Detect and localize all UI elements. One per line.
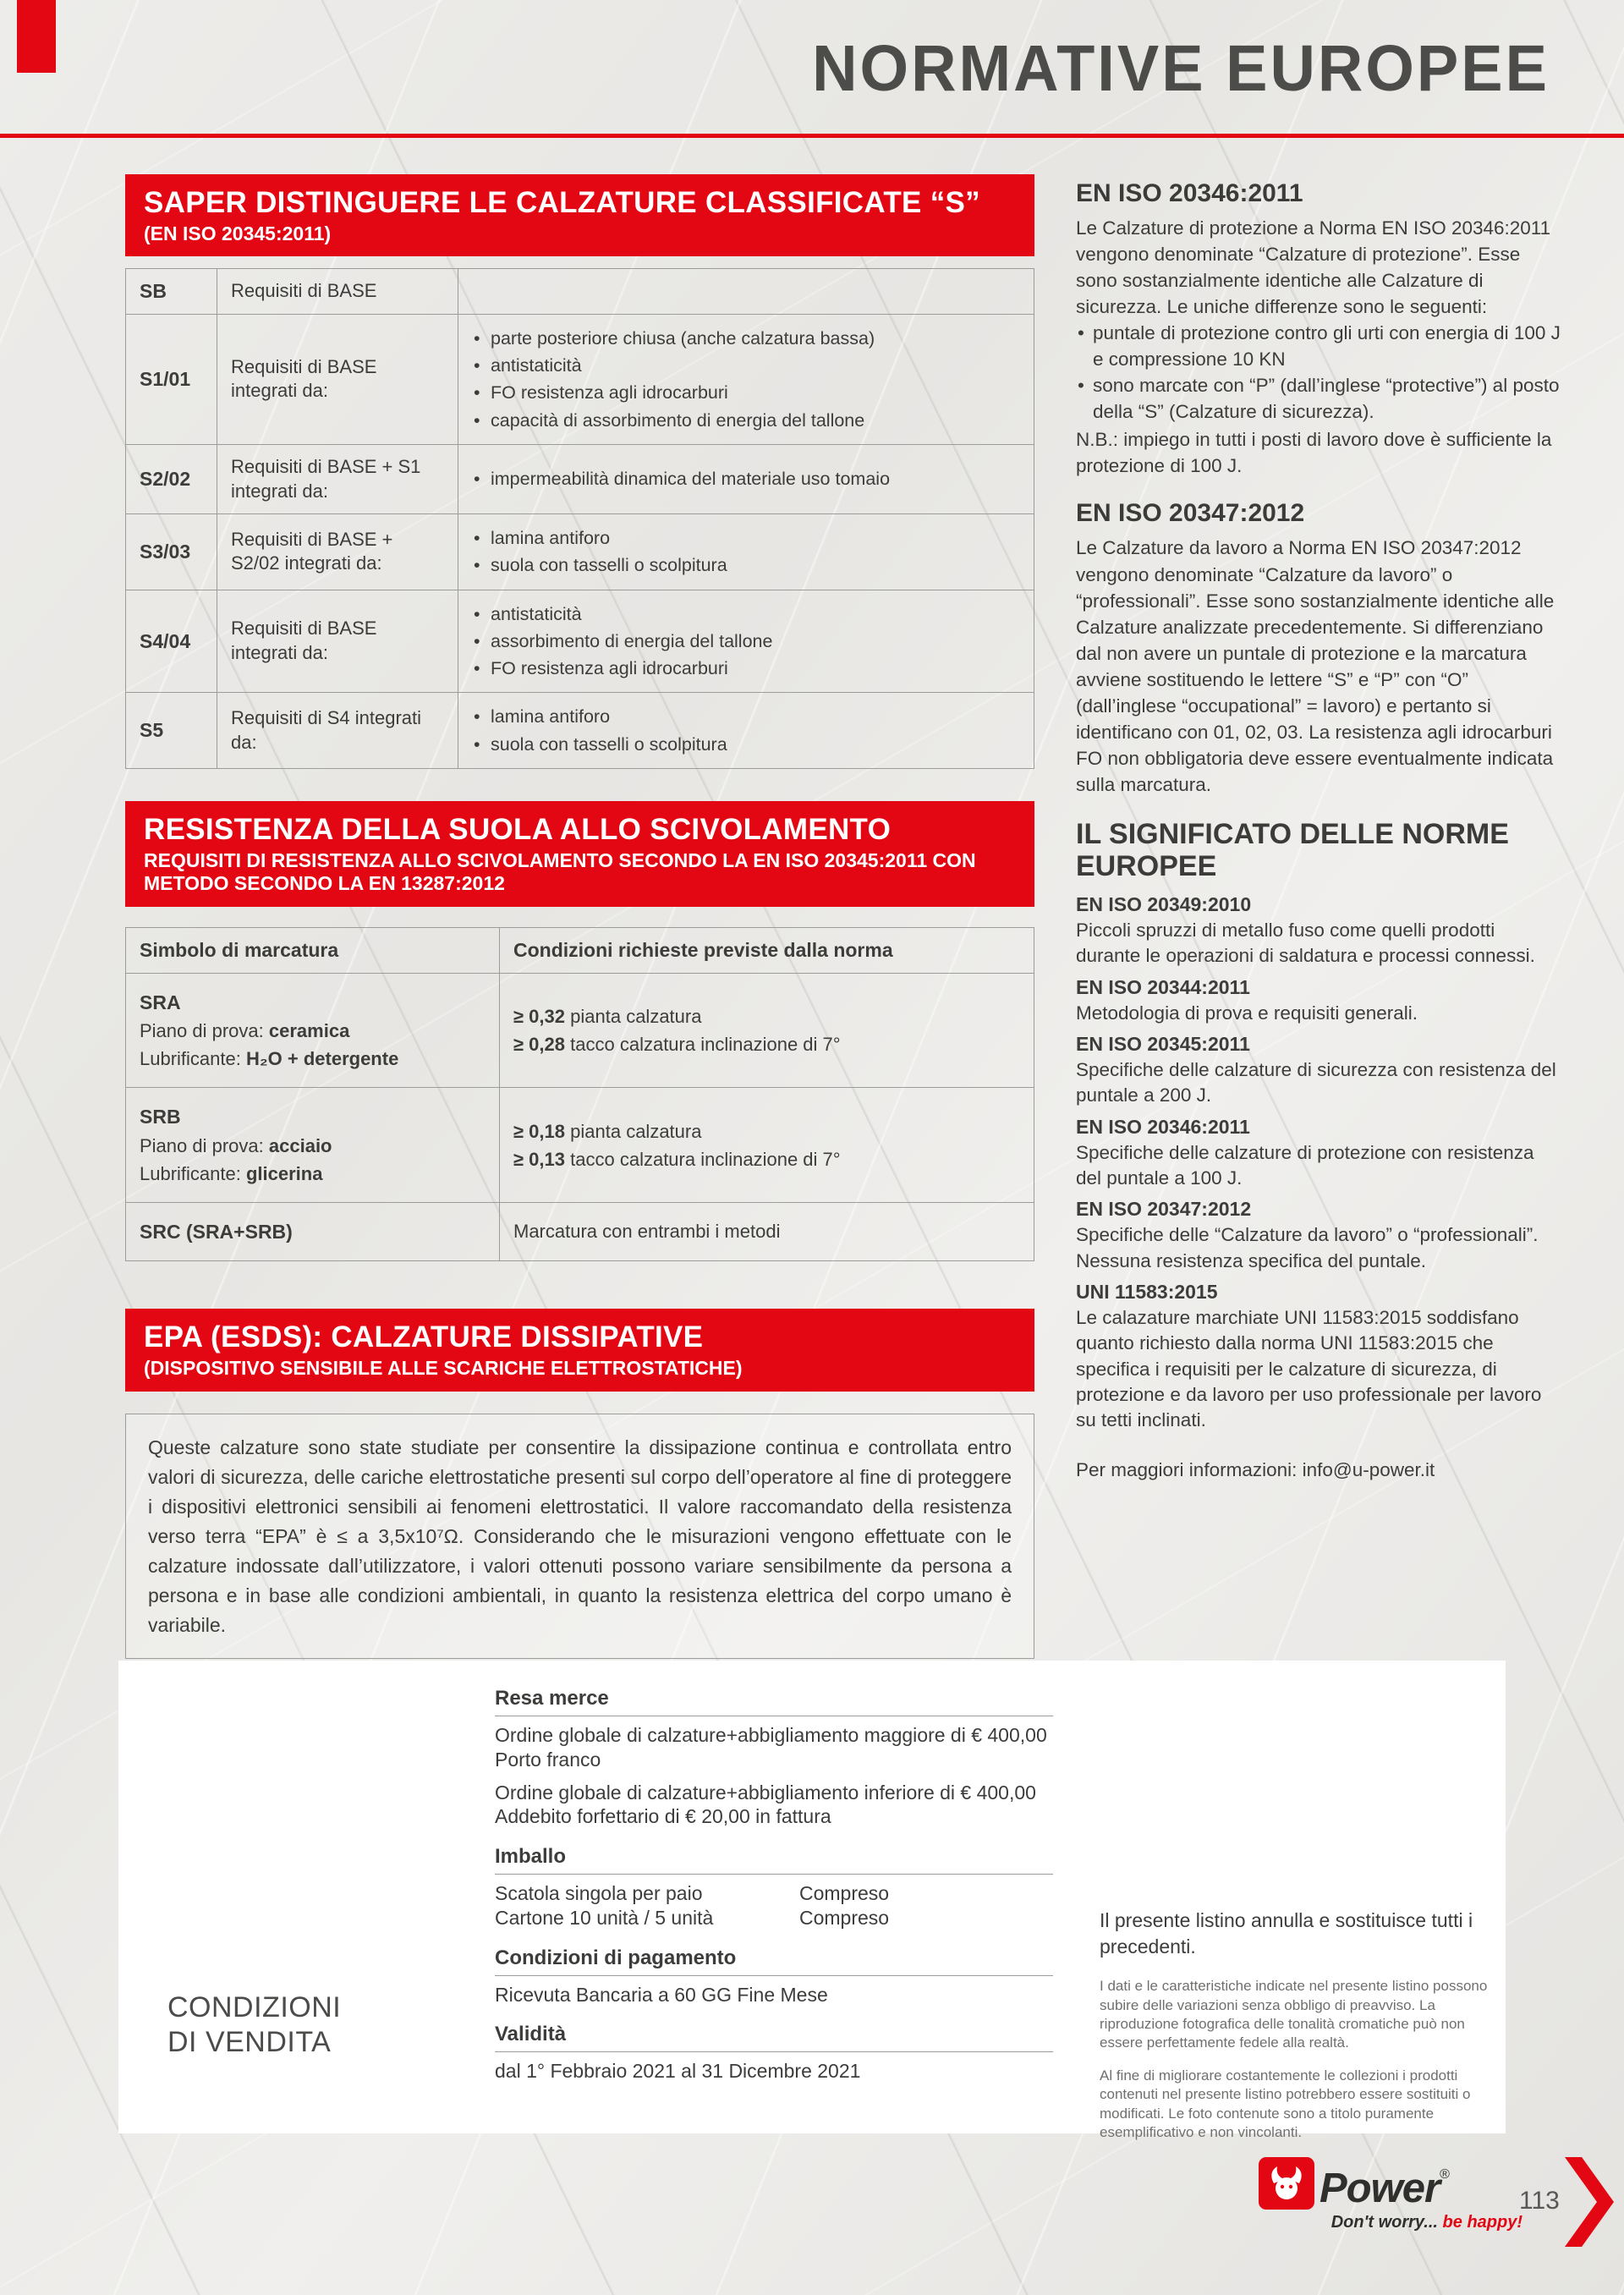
bullet-item: • antistaticità (472, 352, 1020, 379)
bullet-item: • capacità di assorbimento di energia del tallone (472, 407, 1020, 434)
tagline-red: be happy! (1442, 2213, 1522, 2232)
description: tacco calzatura inclinazione di 7° (570, 1148, 841, 1170)
label-line: DI VENDITA (167, 2026, 332, 2059)
conditions-cell (500, 973, 1034, 1088)
bullet-item: • FO resistenza agli idrocarburi (472, 655, 1020, 682)
bullet-item: • antistaticità (472, 601, 1020, 628)
bullet-item: • lamina antiforo (472, 703, 1020, 730)
norm-heading: EN ISO 20346:2011 (1076, 179, 1303, 207)
page-title: NORMATIVE EUROPEE (812, 31, 1550, 105)
pagamento-value: Ricevuta Bancaria a 60 GG Fine Mese (495, 1983, 828, 2006)
section-subtitle: (DISPOSITIVO SENSIBILE ALLE SCARICHE ELETTROSTATICHE) (144, 1357, 743, 1380)
condition-line (513, 1030, 1020, 1058)
threshold: ≥ 0,28 (513, 1034, 566, 1056)
table-row (126, 314, 1034, 444)
label: Piano di prova: (140, 1020, 264, 1042)
norm-description: Specifiche delle “Calzature da lavoro” o “professionali”. Nessuna resistenza specifica del puntale. (1076, 1224, 1539, 1271)
section-title: SAPER DISTINGUERE LE CALZATURE CLASSIFICATE “S” (144, 186, 980, 219)
norm-code: EN ISO 20347:2012 (1076, 1198, 1252, 1221)
bullet-item: • puntale di protezione contro gli urti con energia di 100 J e compressione 10 KN (1076, 320, 1563, 372)
label: Lubrificante: (140, 1162, 241, 1184)
value: ceramica (268, 1020, 350, 1042)
label-line: CONDIZIONI (167, 1991, 342, 2023)
brand-wordmark (1320, 2168, 1449, 2210)
norm-heading: EN ISO 20347:2012 (1076, 499, 1305, 528)
meaning-heading: IL SIGNIFICATO DELLE NORME EUROPEE (1076, 817, 1509, 883)
condition-line (513, 1002, 1020, 1030)
note-small: Al fine di migliorare costantemente le collezioni i prodotti contenuti nel presente listino potrebbero essere sostituiti o modificati. Le foto contenute sono a titolo puramente esemplificativo e non vincolanti. (1100, 2067, 1471, 2141)
resa-item: Ordine globale di calzature+abbigliamento maggiore di € 400,00 (495, 1724, 1047, 1746)
table-row (126, 693, 1034, 769)
threshold: ≥ 0,18 (513, 1120, 566, 1142)
row-code: S2/02 (126, 444, 217, 513)
row-requisiti: Requisiti di BASE + S1 integrati da: (217, 444, 458, 513)
table-row (126, 973, 1034, 1088)
note-main: Il presente listino annulla e sostituisce tutti i precedenti. (1100, 1909, 1473, 1958)
norm-note: N.B.: impiego in tutti i posti di lavoro dove è sufficiente la protezione di 100 J. (1076, 429, 1552, 477)
imballo-row (495, 1906, 1053, 1930)
s-classification-table (125, 268, 1034, 769)
section-title: RESISTENZA DELLA SUOLA ALLO SCIVOLAMENTO (144, 812, 892, 846)
norm-code: EN ISO 20349:2010 (1076, 893, 1252, 916)
imballo-value: Compreso (799, 1882, 890, 1904)
row-requisiti: Requisiti di BASE + S2/02 integrati da: (217, 514, 458, 590)
marking-code: SRB (140, 1106, 181, 1128)
brand-tagline (1259, 2213, 1522, 2232)
block-norme-europee (1076, 818, 1563, 1481)
section-banner-slip-resistance (125, 801, 1034, 907)
value: glicerina (245, 1162, 323, 1184)
pagamento-heading: Condizioni di pagamento (495, 1946, 1053, 1976)
marking-cell (126, 973, 500, 1088)
row-details (458, 693, 1034, 769)
bullet-item: • impermeabilità dinamica del materiale uso tomaio (472, 465, 1020, 492)
imballo-label: Cartone 10 unità / 5 unità (495, 1906, 714, 1929)
row-code: S1/01 (126, 314, 217, 444)
validita-value: dal 1° Febbraio 2021 al 31 Dicembre 2021 (495, 2060, 861, 2083)
table-row (126, 1202, 1034, 1261)
row-requisiti: Requisiti di BASE (217, 269, 458, 315)
norm-description: Metodologia di prova e requisiti generali. (1076, 1002, 1418, 1024)
norm-description: Le calazature marchiate UNI 11583:2015 soddisfano quanto richiesto dalla norma UNI 11583:2015 che specifica i requisiti per le calzature di sicurezza, di protezione e da lavoro per uso professionale per lavoro su tetti inclinati. (1076, 1306, 1542, 1431)
norm-description: Specifiche delle calzature di protezione con resistenza del puntale a 100 J. (1076, 1141, 1534, 1189)
column-header: Simbolo di marcatura (126, 927, 500, 973)
label: Piano di prova: (140, 1134, 264, 1156)
table-row (126, 269, 1034, 315)
row-details (458, 269, 1034, 315)
threshold: ≥ 0,13 (513, 1148, 566, 1170)
row-details (458, 314, 1034, 444)
header-rule (0, 134, 1624, 138)
page-number: 113 (1519, 2187, 1560, 2215)
row-code: S3/03 (126, 514, 217, 590)
row-details (458, 590, 1034, 693)
left-column (125, 174, 1034, 1659)
bullet-item: • lamina antiforo (472, 524, 1020, 552)
label: Lubrificante: (140, 1048, 241, 1070)
section-subtitle: (EN ISO 20345:2011) (144, 222, 332, 244)
test-surface (140, 1132, 486, 1160)
norm-body: Le Calzature da lavoro a Norma EN ISO 20347:2012 vengono denominate “Calzature da lavoro” o “professionali”. Esse sono sostanzialmente identiche alle Calzature analizzate precedentemente. Si differenziano dal non avere un puntale di protezione e la marcatura avviene sostituendo le lettere “S” e “P” con “O” (dall’inglese “occupational” = lavoro) e pertanto si identificano con 01, 02, 03. La resistenza agli idrocarburi FO non obbligatoria deve essere eventualmente indicata sulla marcatura. (1076, 537, 1555, 795)
resa-item: Ordine globale di calzature+abbigliamento inferiore di € 400,00 (495, 1781, 1036, 1804)
imballo-label: Scatola singola per paio (495, 1882, 703, 1904)
legal-notes (1100, 1908, 1499, 2156)
description: tacco calzatura inclinazione di 7° (570, 1034, 841, 1056)
right-column (1076, 179, 1563, 1502)
row-details (458, 514, 1034, 590)
lubricant (140, 1045, 486, 1073)
row-code: S5 (126, 693, 217, 769)
row-code: SB (126, 269, 217, 315)
conditions-cell (500, 1088, 1034, 1203)
section-subtitle: REQUISITI DI RESISTENZA ALLO SCIVOLAMENTO SECONDO LA EN ISO 20345:2011 CON METODO SECONDO LA EN 13287:2012 (144, 848, 976, 895)
upower-logo (1259, 2157, 1522, 2232)
description: Marcatura con entrambi i metodi (513, 1221, 781, 1243)
brand-name: Power (1320, 2166, 1440, 2211)
column-header: Condizioni richieste previste dalla norma (500, 927, 1034, 973)
marking-cell (126, 1088, 500, 1203)
contact-info: Per maggiori informazioni: info@u-power.it (1076, 1458, 1435, 1480)
epa-description: Queste calzature sono state studiate per consentire la dissipazione continua e controllata entro valori di sicurezza, delle cariche elettrostatiche presenti sul corpo dell’operatore al fine di proteggere i dispositivi elettronici sensibili ai fenomeni elettrostatici. Il valore raccomandato della resistenza verso terra “EPA” è ≤ a 3,5x10⁷Ω. Considerando che le misurazioni vengono effettuate con le calzature indossate dall’utilizzatore, i valori ottenuti possono variare sensibilmente da persona a persona e in base alle condizioni ambientali, in quanto la resistenza elettrica del corpo umano è variabile. (125, 1414, 1034, 1660)
marking-code: SRA (140, 991, 181, 1013)
condition-line (513, 1145, 1020, 1173)
bullet-item: • suola con tasselli o scolpitura (472, 552, 1020, 579)
validita-heading: Validità (495, 2022, 1053, 2052)
table-row (126, 1088, 1034, 1203)
section-banner-s-classification (125, 174, 1034, 256)
table-row (126, 590, 1034, 693)
norm-code: UNI 11583:2015 (1076, 1280, 1218, 1303)
resa-value: Porto franco (495, 1748, 601, 1771)
block-en-iso-20346 (1076, 179, 1563, 479)
row-requisiti: Requisiti di BASE integrati da: (217, 590, 458, 693)
registered-mark: ® (1440, 2167, 1449, 2182)
resa-merce-heading: Resa merce (495, 1686, 1053, 1716)
bullet-item: • parte posteriore chiusa (anche calzatura bassa) (472, 325, 1020, 352)
norm-description: Piccoli spruzzi di metallo fuso come quelli prodotti durante le operazioni di saldatura e processi connessi. (1076, 919, 1535, 967)
norm-description: Specifiche delle calzature di sicurezza con resistenza del puntale a 200 J. (1076, 1058, 1556, 1106)
sales-conditions-box (118, 1661, 1506, 2141)
value: H₂O + detergente (245, 1048, 399, 1070)
imballo-heading: Imballo (495, 1844, 1053, 1875)
norm-code: EN ISO 20345:2011 (1076, 1033, 1250, 1055)
slip-resistance-table (125, 927, 1034, 1262)
table-row (126, 444, 1034, 513)
value: acciaio (268, 1134, 332, 1156)
block-en-iso-20347 (1076, 499, 1563, 797)
imballo-row (495, 1881, 1053, 1906)
marking-cell (126, 1202, 500, 1261)
description: pianta calzatura (570, 1006, 702, 1028)
bullet-item: • FO resistenza agli idrocarburi (472, 379, 1020, 406)
sales-conditions-label (167, 1990, 341, 2061)
page-corner-chevron-icon (1565, 2157, 1614, 2247)
description: pianta calzatura (570, 1120, 702, 1142)
norm-intro: Le Calzature di protezione a Norma EN ISO 20346:2011 vengono denominate “Calzature di protezione”. Esse sono sostanzialmente identiche alle Calzature di sicurezza. Le uniche differenze sono le seguenti: (1076, 217, 1551, 318)
lubricant (140, 1160, 486, 1188)
note-small: I dati e le caratteristiche indicate nel presente listino possono subire delle variazioni senza obbligo di preavviso. La riproduzione fotografica delle tonalità cromatiche può non essere perfettamente fedele alla realtà. (1100, 1978, 1488, 2051)
section-title: EPA (ESDS): CALZATURE DISSIPATIVE (144, 1320, 704, 1354)
conditions-cell (500, 1202, 1034, 1261)
marking-code: SRC (SRA+SRB) (140, 1220, 293, 1243)
section-banner-epa (125, 1309, 1034, 1391)
tagline-dark: Don't worry... (1330, 2213, 1438, 2232)
logo-row (1259, 2157, 1522, 2210)
table-row (126, 514, 1034, 590)
upower-bull-emblem-icon (1259, 2157, 1316, 2210)
red-corner-mark (17, 0, 56, 73)
bullet-item: • assorbimento di energia del tallone (472, 628, 1020, 655)
threshold: ≥ 0,32 (513, 1006, 566, 1028)
row-requisiti: Requisiti di S4 integrati da: (217, 693, 458, 769)
norm-code: EN ISO 20346:2011 (1076, 1115, 1250, 1138)
condition-line (513, 1117, 1020, 1145)
test-surface (140, 1017, 486, 1045)
row-details (458, 444, 1034, 513)
resa-value: Addebito forfettario di € 20,00 in fattura (495, 1805, 831, 1828)
row-code: S4/04 (126, 590, 217, 693)
row-requisiti: Requisiti di BASE integrati da: (217, 314, 458, 444)
bullet-item: • sono marcate con “P” (dall’inglese “protective”) al posto della “S” (Calzature di sicurezza). (1076, 372, 1563, 425)
imballo-value: Compreso (799, 1906, 890, 1929)
bullet-item: • suola con tasselli o scolpitura (472, 731, 1020, 758)
table-header-row (126, 927, 1034, 973)
sales-conditions-details (495, 1686, 1053, 2084)
norm-code: EN ISO 20344:2011 (1076, 975, 1250, 998)
